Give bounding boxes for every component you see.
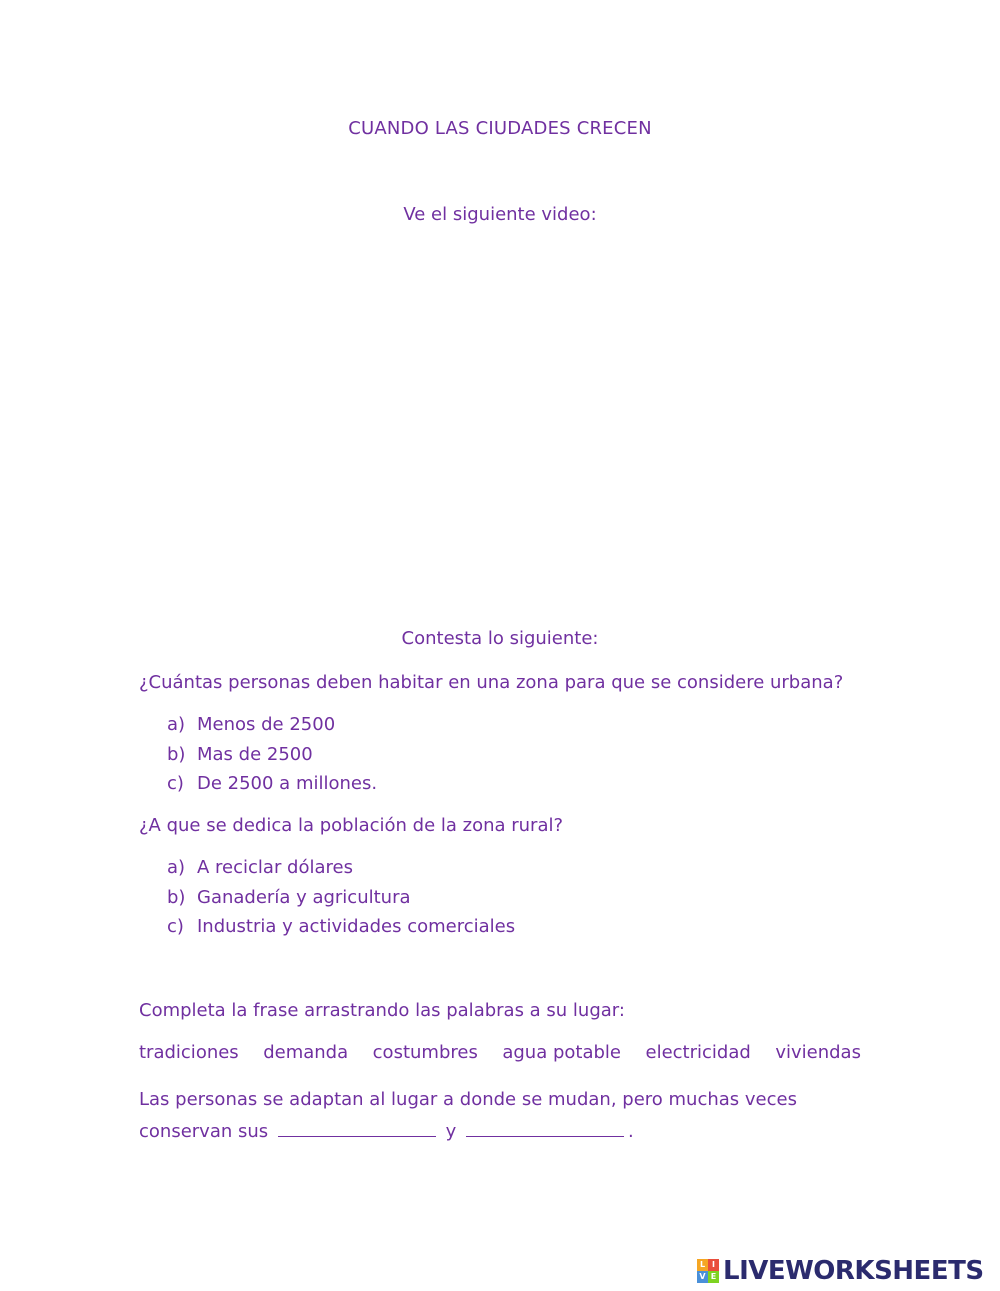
option-letter: b)	[167, 886, 186, 908]
drop-blank-1[interactable]	[278, 1118, 436, 1137]
logo-mark-cell: E	[708, 1271, 719, 1283]
option-text: Ganadería y agricultura	[197, 886, 411, 908]
fill-in-sentence	[139, 1084, 869, 1148]
option-letter: c)	[167, 916, 184, 937]
option-letter: a)	[167, 857, 186, 878]
option-letter: a)	[167, 714, 186, 735]
draggable-word[interactable]: costumbres	[372, 1042, 478, 1063]
word-bank	[139, 1042, 861, 1063]
logo-mark-cell: L	[697, 1259, 708, 1271]
option-2b[interactable]	[167, 883, 515, 913]
drop-blank-2[interactable]	[466, 1118, 624, 1137]
option-text: Mas de 2500	[197, 743, 313, 765]
option-letter: b)	[167, 743, 186, 765]
option-1b[interactable]	[167, 740, 377, 770]
instructions: Contesta lo siguiente:	[401, 628, 599, 649]
logo-text: LIVEWORKSHEETS	[723, 1256, 984, 1286]
draggable-word[interactable]: viviendas	[775, 1042, 861, 1063]
question-1: ¿Cuántas personas deben habitar en una zona para que se considere urbana?	[139, 672, 844, 693]
page-title: CUANDO LAS CIUDADES CRECEN	[348, 118, 652, 139]
option-1a[interactable]	[167, 710, 377, 740]
option-1c[interactable]	[167, 769, 377, 799]
complete-instruction: Completa la frase arrastrando las palabras a su lugar:	[139, 1000, 625, 1021]
draggable-word[interactable]: agua potable	[502, 1042, 621, 1063]
option-text: A reciclar dólares	[197, 857, 353, 878]
draggable-word[interactable]: demanda	[263, 1042, 349, 1063]
video-prompt: Ve el siguiente video:	[403, 204, 597, 225]
option-text: Menos de 2500	[197, 714, 336, 735]
question-2: ¿A que se dedica la población de la zona rural?	[139, 815, 564, 836]
logo-mark-icon	[697, 1259, 719, 1283]
draggable-word[interactable]: tradiciones	[139, 1042, 239, 1063]
question-2-options	[167, 853, 515, 942]
logo-mark-cell: V	[697, 1271, 708, 1283]
sentence-end: .	[628, 1121, 634, 1142]
option-2a[interactable]	[167, 853, 515, 883]
logo-mark-cell: I	[708, 1259, 719, 1271]
question-1-options	[167, 710, 377, 799]
option-text: De 2500 a millones.	[197, 773, 378, 794]
sentence-connector: y	[445, 1121, 457, 1142]
draggable-word[interactable]: electricidad	[645, 1042, 751, 1063]
option-2c[interactable]	[167, 912, 515, 942]
liveworksheets-logo	[697, 1256, 984, 1286]
option-letter: c)	[167, 773, 184, 794]
option-text: Industria y actividades comerciales	[197, 916, 516, 937]
sentence-text: Las personas se adaptan al lugar a donde se mudan, pero muchas veces conservan sus	[139, 1089, 797, 1142]
video-area	[140, 240, 860, 610]
